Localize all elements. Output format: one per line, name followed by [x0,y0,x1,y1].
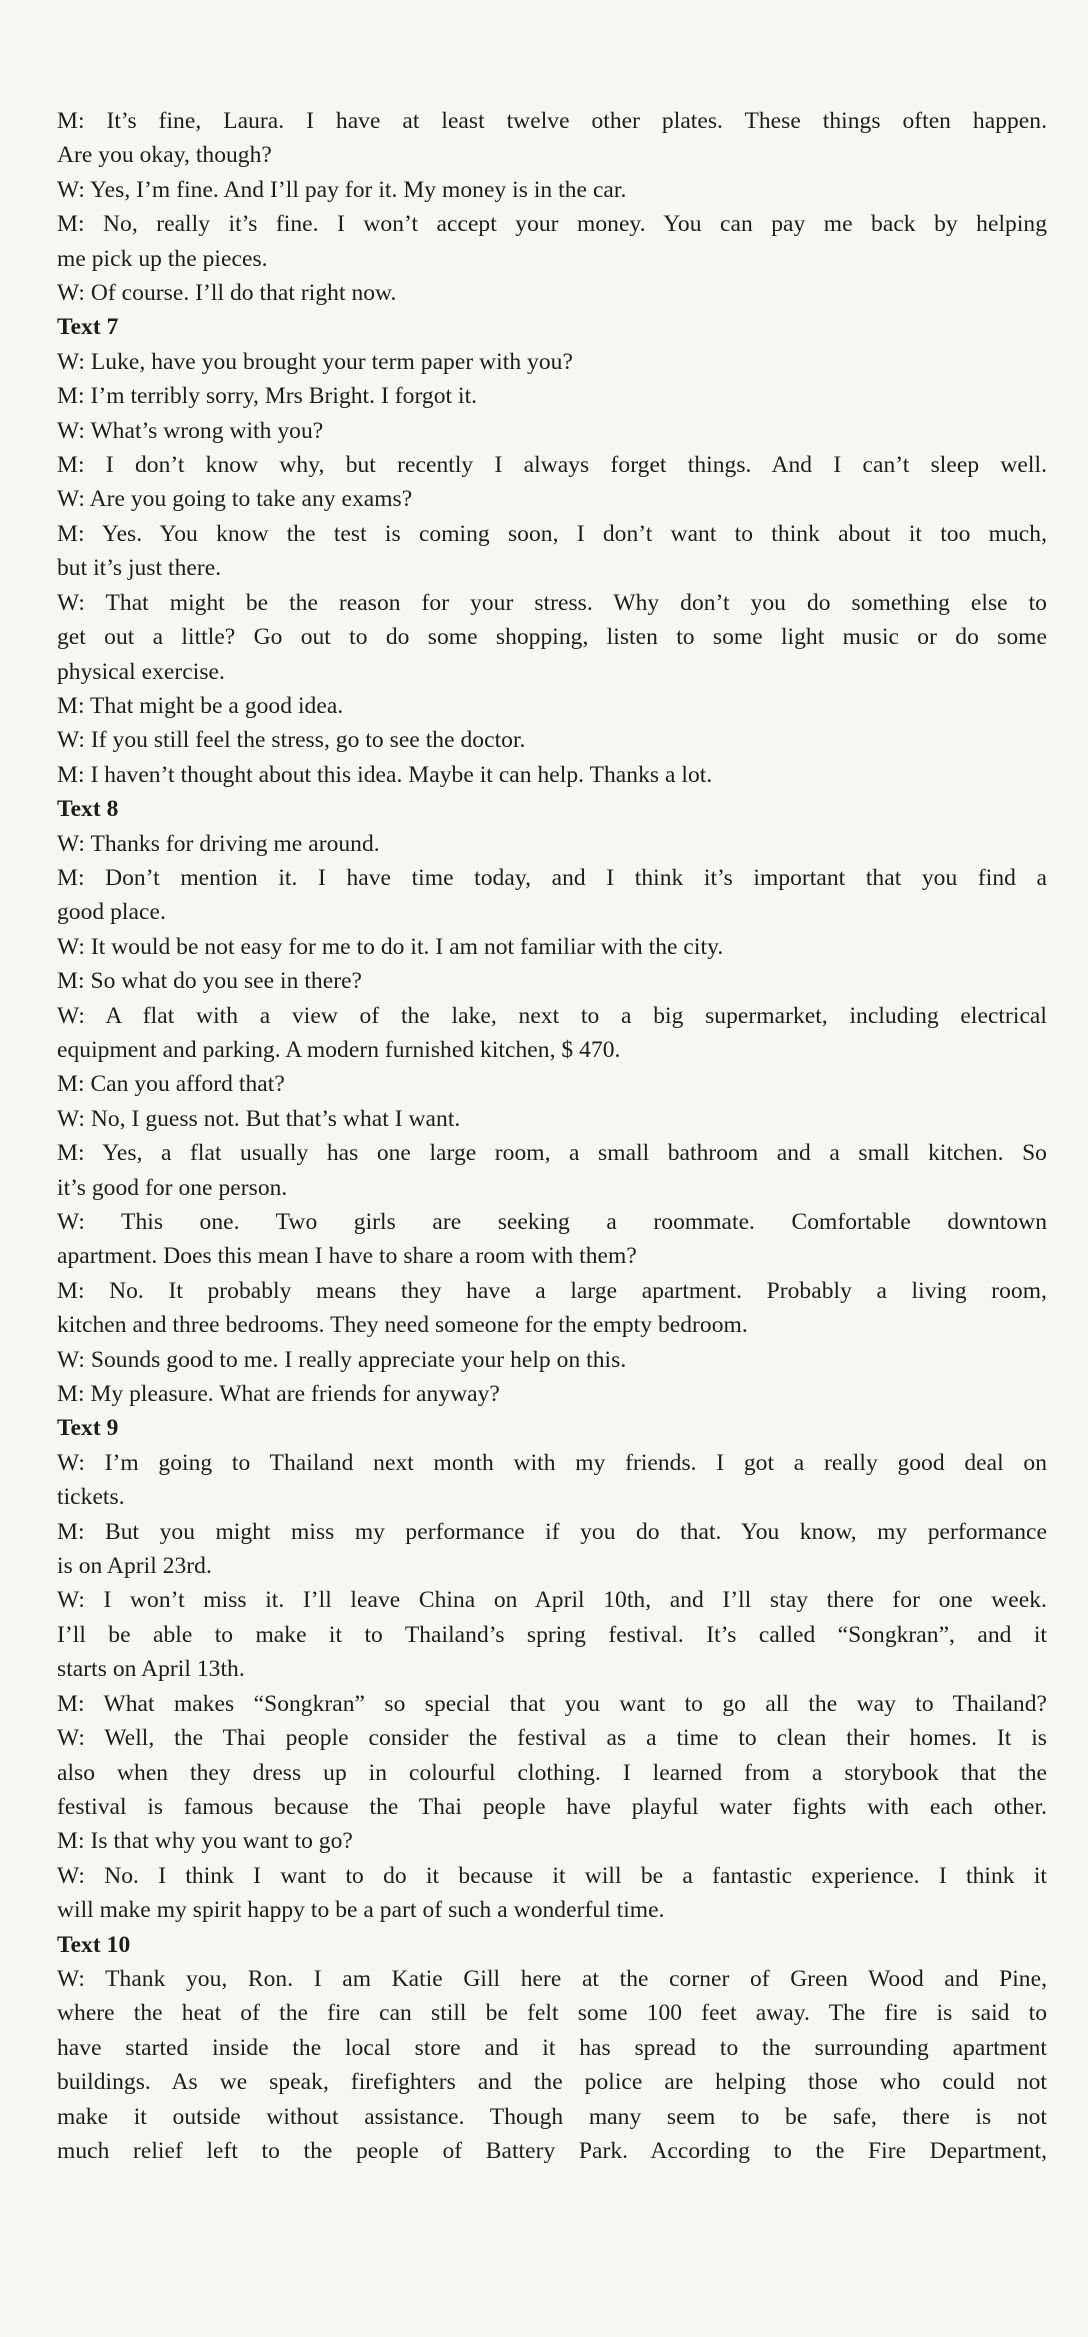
dialogue-line: M: No, really it’s fine. I won’t accept your money. You can pay me back by helping [57,211,1047,238]
dialogue-line: it’s good for one person. [57,1174,288,1201]
section-heading: Text 7 [57,314,119,341]
dialogue-line: M: It’s fine, Laura. I have at least twelve other plates. These things often happen. [57,108,1047,134]
dialogue-line: festival is famous because the Thai people have playful water fights with each other. [57,1793,1047,1820]
dialogue-line: also when they dress up in colourful clothing. I learned from a storybook that the [57,1759,1047,1786]
dialogue-line: W: I won’t miss it. I’ll leave China on April 10th, and I’ll stay there for one week. [57,1587,1047,1614]
dialogue-line: W: It would be not easy for me to do it. I am not familiar with the city. [57,933,724,960]
dialogue-line: physical exercise. [57,658,225,685]
dialogue-line: where the heat of the fire can still be felt some 100 feet away. The fire is said to [57,2000,1047,2027]
dialogue-line: W: No. I think I want to do it because it will be a fantastic experience. I think it [57,1862,1047,1889]
dialogue-line: W: Of course. I’ll do that right now. [57,280,397,307]
transcript-section [57,792,1047,1411]
dialogue-line: W: Luke, have you brought your term paper with you? [57,348,573,375]
dialogue-line: M: Is that why you want to go? [57,1828,353,1855]
dialogue-line: W: I’m going to Thailand next month with my friends. I got a really good deal on [57,1449,1047,1476]
dialogue-line: good place. [57,899,166,926]
dialogue-line: M: Yes, a flat usually has one large room, a small bathroom and a small kitchen. So [57,1140,1047,1167]
dialogue-line: M: No. It probably means they have a large apartment. Probably a living room, [57,1277,1047,1304]
dialogue-line: have started inside the local store and it has spread to the surrounding apartment [57,2034,1047,2061]
transcript-page [57,104,1047,2168]
dialogue-line: equipment and parking. A modern furnished kitchen, $ 470. [57,1036,621,1063]
dialogue-line: W: What’s wrong with you? [57,417,324,444]
dialogue-line: buildings. As we speak, firefighters and the police are helping those who could not [57,2069,1047,2096]
dialogue-line: tickets. [57,1484,125,1511]
transcript-section [57,1411,1047,1927]
dialogue-line: W: Yes, I’m fine. And I’ll pay for it. My money is in the car. [57,176,627,203]
dialogue-line: W: Thanks for driving me around. [57,830,380,857]
dialogue-line: starts on April 13th. [57,1656,245,1683]
dialogue-line: kitchen and three bedrooms. They need someone for the empty bedroom. [57,1312,748,1339]
dialogue-line: M: I don’t know why, but recently I always forget things. And I can’t sleep well. [57,452,1047,479]
transcript-section [57,104,1047,310]
section-heading: Text 8 [57,796,119,823]
dialogue-line: but it’s just there. [57,555,222,582]
dialogue-line: M: My pleasure. What are friends for anyway? [57,1381,500,1408]
dialogue-line: is on April 23rd. [57,1553,212,1580]
dialogue-line: will make my spirit happy to be a part of such a wonderful time. [57,1897,665,1924]
dialogue-line: M: Yes. You know the test is coming soon, I don’t want to think about it too much, [57,520,1047,547]
dialogue-line: apartment. Does this mean I have to share a room with them? [57,1243,637,1270]
dialogue-line: M: Can you afford that? [57,1071,285,1098]
dialogue-line: I’ll be able to make it to Thailand’s spring festival. It’s called “Songkran”, and it [57,1621,1047,1648]
dialogue-line: M: But you might miss my performance if you do that. You know, my performance [57,1518,1047,1545]
dialogue-line: get out a little? Go out to do some shopping, listen to some light music or do some [57,624,1047,651]
dialogue-line: M: What makes “Songkran” so special that you want to go all the way to Thailand? [57,1690,1047,1717]
section-heading: Text 10 [57,1931,131,1958]
dialogue-line: make it outside without assistance. Though many seem to be safe, there is not [57,2103,1047,2130]
dialogue-line: W: Well, the Thai people consider the festival as a time to clean their homes. It is [57,1725,1047,1752]
dialogue-line: W: If you still feel the stress, go to see the doctor. [57,727,526,754]
dialogue-line: M: I’m terribly sorry, Mrs Bright. I forgot it. [57,383,478,410]
dialogue-line: M: I haven’t thought about this idea. Maybe it can help. Thanks a lot. [57,761,713,788]
dialogue-line: W: No, I guess not. But that’s what I want. [57,1105,461,1132]
dialogue-line: Are you okay, though? [57,142,272,169]
dialogue-line: M: That might be a good idea. [57,692,344,719]
dialogue-line: M: So what do you see in there? [57,968,363,995]
dialogue-line: W: This one. Two girls are seeking a roommate. Comfortable downtown [57,1209,1047,1235]
dialogue-line: M: Don’t mention it. I have time today, and I think it’s important that you find a [57,864,1047,891]
dialogue-line: W: A flat with a view of the lake, next to a big supermarket, including electrical [57,1002,1047,1029]
transcript-section [57,1928,1047,2169]
dialogue-line: W: That might be the reason for your stress. Why don’t you do something else to [57,589,1047,616]
dialogue-line: W: Thank you, Ron. I am Katie Gill here at the corner of Green Wood and Pine, [57,1965,1047,1992]
dialogue-line: W: Sounds good to me. I really appreciate your help on this. [57,1346,627,1373]
dialogue-line: W: Are you going to take any exams? [57,486,413,513]
dialogue-line: me pick up the pieces. [57,245,268,272]
section-heading: Text 9 [57,1415,119,1442]
dialogue-line: much relief left to the people of Battery Park. According to the Fire Department, [57,2137,1047,2164]
transcript-section [57,310,1047,792]
